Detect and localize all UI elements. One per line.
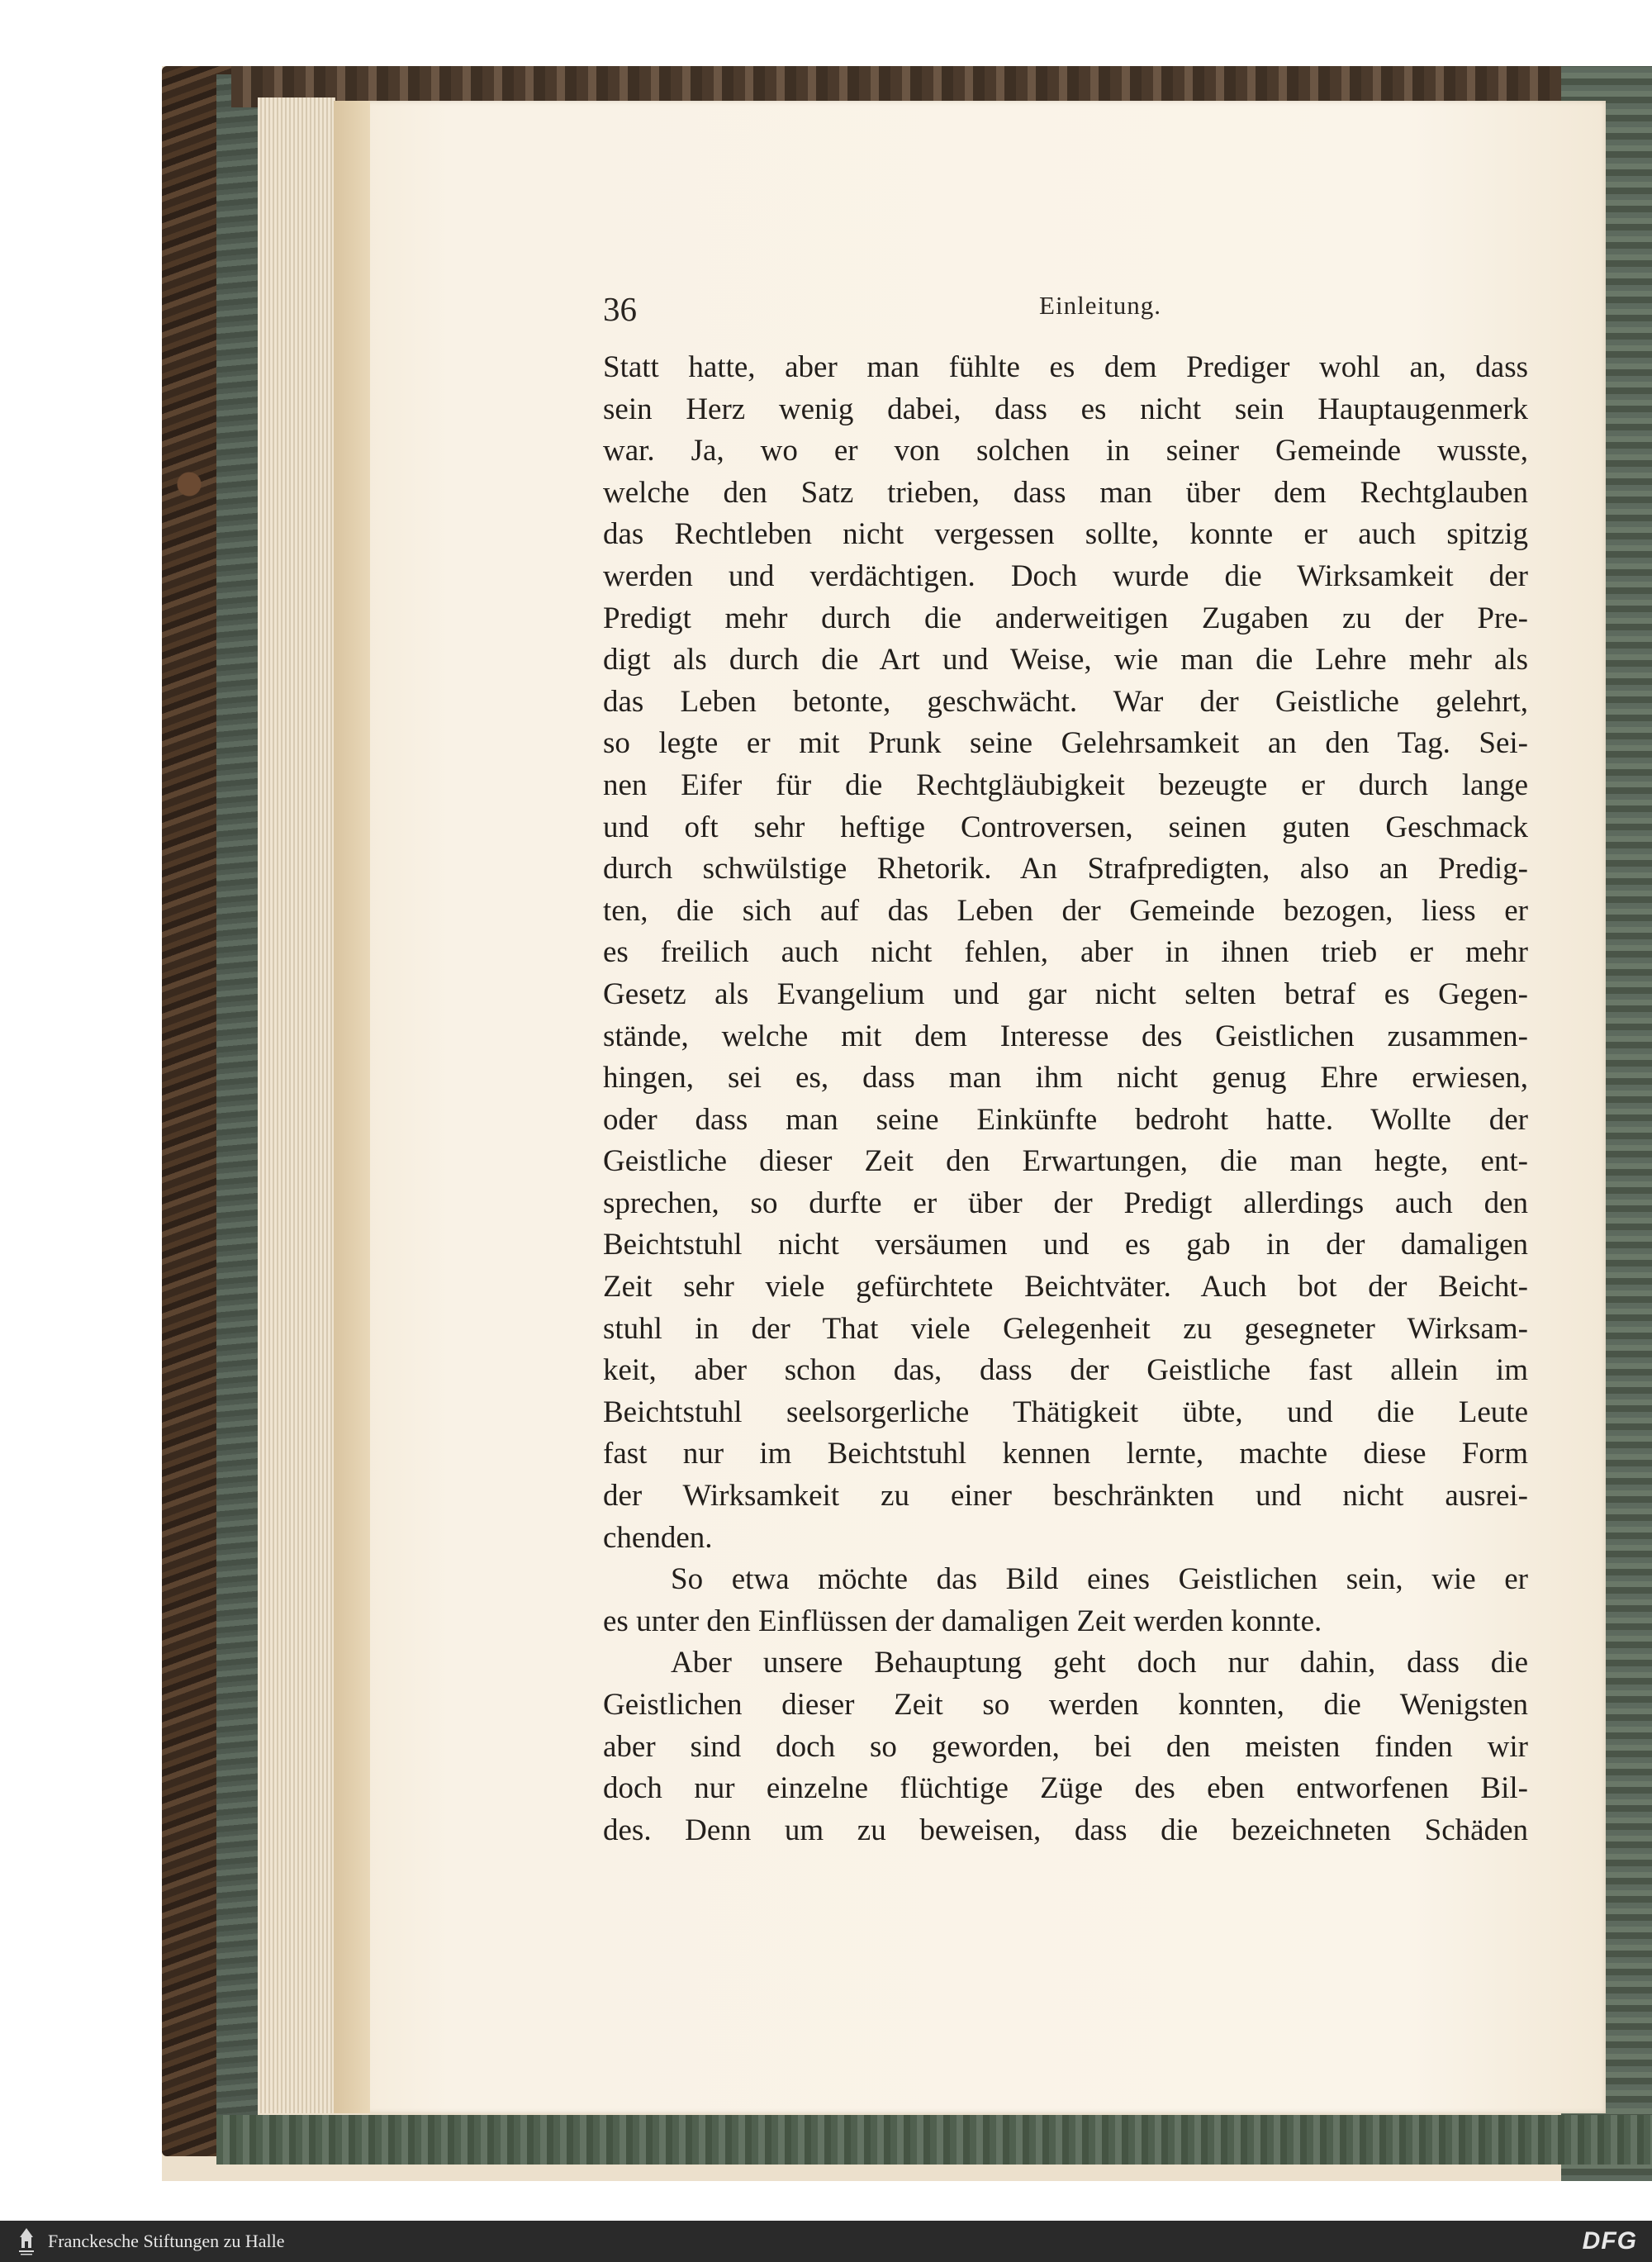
running-head: [603, 289, 1536, 330]
running-head-title: Einleitung.: [1039, 291, 1161, 320]
text-line: Beichtstuhl seelsorgerliche Thätigkeit übte, und die Leute: [603, 1395, 1528, 1429]
text-line: hingen, sei es, dass man ihm nicht genug Ehre erwiesen,: [603, 1061, 1528, 1095]
bottom-cover-edge: [216, 2115, 1652, 2165]
text-line: keit, aber schon das, dass der Geistliche fast allein im: [603, 1353, 1528, 1388]
text-line: aber sind doch so geworden, bei den meisten finden wir: [603, 1729, 1528, 1764]
text-line: des. Denn um zu beweisen, dass die bezeichneten Schäden: [603, 1813, 1528, 1847]
page-stack: [258, 97, 335, 2113]
text-line: so legte er mit Prunk seine Gelehrsamkeit an den Tag. Sei-: [603, 726, 1528, 761]
text-line: stuhl in der That viele Gelegenheit zu gesegneter Wirksam-: [603, 1311, 1528, 1346]
franckesche-logo-icon: [17, 2226, 36, 2257]
dfg-logo: DFG: [1582, 2227, 1637, 2255]
page-number: 36: [603, 290, 637, 328]
text-line: Zeit sehr viele gefürchtete Beichtväter. Auch bot der Beicht-: [603, 1270, 1528, 1304]
text-line: das Leben betonte, geschwächt. War der Geistliche gelehrt,: [603, 684, 1528, 719]
text-line: Gesetz als Evangelium und gar nicht selten betraf es Gegen-: [603, 977, 1528, 1011]
text-line: es freilich auch nicht fehlen, aber in ihnen trieb er mehr: [603, 935, 1528, 970]
text-line: doch nur einzelne flüchtige Züge des eben entworfenen Bil-: [603, 1771, 1528, 1806]
body-text: [603, 347, 1528, 1851]
text-line: Geistliche dieser Zeit den Erwartungen, die man hegte, ent-: [603, 1144, 1528, 1179]
text-line: es unter den Einflüssen der damaligen Zeit werden konnte.: [603, 1604, 1322, 1638]
footer-bar: [0, 2221, 1652, 2262]
text-line: Geistlichen dieser Zeit so werden konnten, die Wenigsten: [603, 1688, 1528, 1722]
text-line: chenden.: [603, 1520, 713, 1555]
text-line: Beichtstuhl nicht versäumen und es gab in der damaligen: [603, 1228, 1528, 1262]
text-line: nen Eifer für die Rechtgläubigkeit bezeugte er durch lange: [603, 767, 1528, 802]
text-line: werden und verdächtigen. Doch wurde die Wirksamkeit der: [603, 558, 1528, 593]
text-line: das Rechtleben nicht vergessen sollte, konnte er auch spitzig: [603, 517, 1528, 552]
footer-institution: Franckesche Stiftungen zu Halle: [48, 2231, 285, 2251]
text-line: der Wirksamkeit zu einer beschränkten und nicht ausrei-: [603, 1479, 1528, 1514]
text-line: sein Herz wenig dabei, dass es nicht sein Hauptaugenmerk: [603, 392, 1528, 426]
text-line: und oft sehr heftige Controversen, seinen guten Geschmack: [603, 810, 1528, 844]
text-line: fast nur im Beichtstuhl kennen lernte, machte diese Form: [603, 1437, 1528, 1471]
text-line: Aber unsere Behauptung geht doch nur dahin, dass die: [671, 1646, 1528, 1680]
text-line: sprechen, so durfte er über der Predigt allerdings auch den: [603, 1186, 1528, 1220]
text-line: stände, welche mit dem Interesse des Geistlichen zusammen-: [603, 1019, 1528, 1053]
text-line: digt als durch die Art und Weise, wie man die Lehre mehr als: [603, 643, 1528, 677]
text-line: Statt hatte, aber man fühlte es dem Prediger wohl an, dass: [603, 350, 1528, 384]
text-line: ten, die sich auf das Leben der Gemeinde bezogen, liess er: [603, 893, 1528, 928]
text-line: durch schwülstige Rhetorik. An Strafpredigten, also an Predig-: [603, 852, 1528, 886]
cloth-spine: [216, 74, 258, 2156]
text-line: So etwa möchte das Bild eines Geistlichen sein, wie er: [671, 1562, 1528, 1597]
page-gutter: [334, 101, 370, 2113]
text-line: Predigt mehr durch die anderweitigen Zugaben zu der Pre-: [603, 601, 1528, 635]
text-line: oder dass man seine Einkünfte bedroht hatte. Wollte der: [603, 1102, 1528, 1137]
text-line: war. Ja, wo er von solchen in seiner Gemeinde wusste,: [603, 434, 1528, 468]
text-line: welche den Satz trieben, dass man über dem Rechtglauben: [603, 475, 1528, 510]
